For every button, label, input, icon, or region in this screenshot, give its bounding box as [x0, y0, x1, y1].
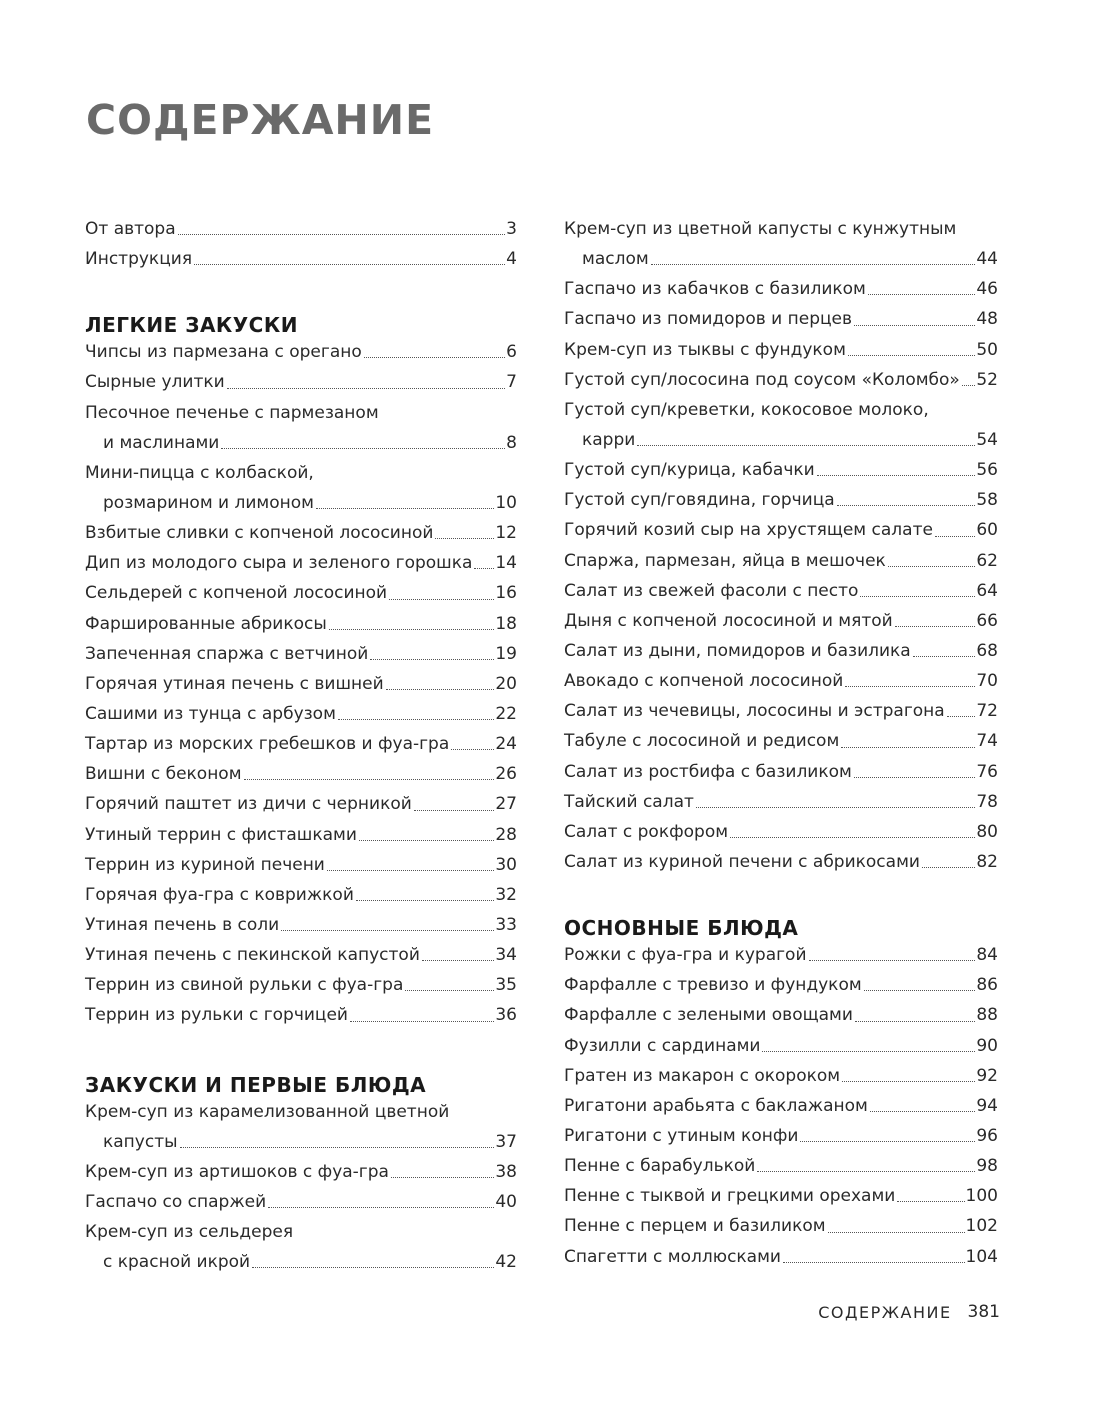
dot-leader: [359, 839, 494, 841]
toc-page-number: 36: [495, 1005, 517, 1026]
toc-entry[interactable]: [85, 488, 517, 518]
toc-entry-title: Горячая фуа-гра с коврижкой: [85, 884, 354, 905]
dot-leader: [837, 504, 976, 506]
toc-page-number: 100: [965, 1186, 998, 1207]
toc-page-number: 8: [506, 432, 517, 453]
toc-entry-title: Инструкция: [85, 249, 193, 270]
toc-entry-title: Ригатони с утиным конфи: [564, 1126, 799, 1146]
toc-page-number: 66: [976, 610, 998, 631]
toc-entry[interactable]: [85, 789, 517, 819]
toc-page-number: 34: [495, 945, 517, 966]
page-number: 381: [967, 1302, 1000, 1322]
toc-entry-title: Дыня с копченой лососиной и мятой: [564, 610, 893, 631]
toc-entry[interactable]: [564, 726, 998, 756]
toc-entry[interactable]: [85, 729, 517, 759]
toc-page-number: 60: [976, 520, 998, 541]
toc-page-number: 76: [976, 761, 998, 782]
dot-leader: [221, 447, 505, 449]
toc-entry-title: Сельдерей с копченой лососиной: [85, 583, 388, 604]
dot-leader: [451, 748, 494, 750]
toc-page-number: 12: [495, 523, 517, 544]
toc-entry[interactable]: [85, 578, 517, 608]
toc-entry[interactable]: [564, 425, 998, 455]
dot-leader: [947, 715, 976, 717]
section-heading: ЛЕГКИЕ ЗАКУСКИ: [85, 313, 298, 338]
toc-page-number: 37: [495, 1131, 517, 1152]
toc-entry[interactable]: [85, 458, 517, 488]
dot-leader: [913, 655, 976, 657]
toc-page-number: 20: [495, 673, 517, 694]
dot-leader: [474, 567, 494, 569]
toc-entry[interactable]: [564, 244, 998, 274]
toc-page-number: 6: [506, 342, 517, 363]
dot-leader: [386, 688, 495, 690]
toc-entry-title: Густой суп/лососина под соусом «Коломбо»: [564, 369, 960, 390]
dot-leader: [817, 474, 976, 476]
dot-leader: [854, 776, 976, 778]
dot-leader: [809, 959, 976, 961]
toc-page-number: 38: [495, 1161, 517, 1182]
toc-entry-title: Спагетти с моллюсками: [564, 1246, 781, 1267]
toc-entry-title: Гаспачо из помидоров и перцев: [564, 309, 853, 330]
toc-entry-title: Вишни с беконом: [85, 764, 242, 785]
toc-page-number: 18: [495, 613, 517, 634]
toc-page-number: 80: [976, 821, 998, 842]
dot-leader: [783, 1261, 965, 1263]
toc-entry[interactable]: [85, 820, 517, 850]
toc-entry[interactable]: [564, 485, 998, 515]
dot-leader: [356, 899, 494, 901]
page-footer: [818, 1302, 1000, 1322]
toc-page-number: 62: [976, 550, 998, 571]
toc-page-number: 84: [976, 945, 998, 966]
dot-leader: [841, 746, 975, 748]
dot-leader: [848, 354, 975, 356]
toc-entry[interactable]: [564, 1211, 998, 1241]
toc-entry[interactable]: [564, 606, 998, 636]
toc-entry-title: Пенне с барабулькой: [564, 1156, 756, 1177]
toc-entry-title: Чипсы из пармезана с орегано: [85, 342, 362, 363]
dot-leader: [895, 625, 976, 627]
toc-entry[interactable]: [564, 304, 998, 334]
toc-entry[interactable]: [564, 847, 998, 877]
toc-entry-title: Салат из дыни, помидоров и базилика: [564, 641, 911, 662]
toc-entry-title: Крем-суп из тыквы с фундуком: [564, 339, 846, 360]
toc-entry[interactable]: [564, 817, 998, 847]
dot-leader: [435, 537, 494, 539]
dot-leader: [651, 263, 976, 265]
toc-entry[interactable]: [85, 548, 517, 578]
dot-leader: [405, 989, 494, 991]
toc-page-number: 22: [495, 704, 517, 725]
toc-entry-title: Запеченная спаржа с ветчиной: [85, 643, 369, 664]
toc-page-number: 94: [976, 1095, 998, 1116]
dot-leader: [338, 718, 494, 720]
toc-page-number: 24: [495, 734, 517, 755]
dot-leader: [637, 444, 975, 446]
toc-page-number: 27: [495, 794, 517, 815]
toc-page-number: 98: [976, 1156, 998, 1177]
toc-entry[interactable]: [564, 666, 998, 696]
toc-entry-title: Тайский салат: [564, 791, 694, 812]
dot-leader: [762, 1050, 975, 1052]
toc-entry[interactable]: [85, 214, 517, 244]
toc-entry[interactable]: [85, 970, 517, 1000]
toc-page-number: 92: [976, 1065, 998, 1086]
toc-entry-title: Фарфалле с зелеными овощами: [564, 1005, 853, 1026]
toc-page-number: 44: [976, 249, 998, 270]
toc-entry[interactable]: [85, 1157, 517, 1187]
toc-entry[interactable]: [85, 1127, 517, 1157]
toc-entry-title: розмарином и лимоном: [103, 493, 314, 514]
dot-leader: [350, 1020, 494, 1022]
section-heading: ОСНОВНЫЕ БЛЮДА: [564, 916, 799, 941]
dot-leader: [252, 1266, 494, 1268]
dot-leader: [888, 565, 976, 567]
toc-entry[interactable]: [564, 1242, 998, 1272]
toc-page-number: 86: [976, 975, 998, 996]
dot-leader: [845, 685, 975, 687]
toc-entry-title: Гаспачо из кабачков с базиликом: [564, 279, 866, 300]
section-heading: ЗАКУСКИ И ПЕРВЫЕ БЛЮДА: [85, 1072, 427, 1097]
toc-page-number: 64: [976, 580, 998, 601]
toc-entry-title: Густой суп/креветки, кокосовое молоко,: [564, 399, 929, 420]
toc-entry-title: Тартар из морских гребешков и фуа-гра: [85, 734, 450, 755]
toc-page-number: 46: [976, 279, 998, 300]
toc-page-number: 33: [495, 915, 517, 936]
toc-entry-title: Фаршированные абрикосы: [85, 613, 327, 634]
toc-page-number: 104: [965, 1246, 998, 1267]
dot-leader: [327, 869, 495, 871]
toc-entry[interactable]: [85, 244, 517, 274]
dot-leader: [194, 263, 505, 265]
toc-page-number: 74: [976, 731, 998, 752]
toc-entry[interactable]: [85, 699, 517, 729]
toc-entry-title: Крем-суп из карамелизованной цветной: [85, 1101, 450, 1122]
toc-page-number: 32: [495, 884, 517, 905]
toc-entry[interactable]: [85, 1000, 517, 1030]
toc-entry[interactable]: [85, 880, 517, 910]
toc-entry-title: Рожки с фуа-гра и курагой: [564, 945, 807, 966]
toc-entry-title: Горячий паштет из дичи с черникой: [85, 794, 412, 815]
toc-entry-title: Утиная печень с пекинской капустой: [85, 945, 420, 966]
dot-leader: [422, 959, 494, 961]
toc-page-number: 70: [976, 671, 998, 692]
dot-leader: [868, 293, 975, 295]
dot-leader: [864, 989, 976, 991]
toc-entry-title: карри: [582, 430, 636, 451]
toc-entry[interactable]: [564, 274, 998, 304]
toc-page-number: 42: [495, 1252, 517, 1273]
toc-entry[interactable]: [564, 1091, 998, 1121]
toc-entry-title: Салат из ростбифа с базиликом: [564, 761, 852, 782]
toc-page-number: 96: [976, 1126, 998, 1146]
toc-entry[interactable]: [564, 214, 998, 244]
dot-leader: [935, 535, 975, 537]
toc-entry[interactable]: [85, 428, 517, 458]
toc-page-number: 88: [976, 1005, 998, 1026]
toc-entry[interactable]: [85, 1097, 517, 1127]
dot-leader: [414, 809, 495, 811]
toc-page-number: 68: [976, 641, 998, 662]
toc-right-column: [564, 214, 998, 1272]
toc-entry[interactable]: [85, 639, 517, 669]
toc-page-number: 56: [976, 460, 998, 481]
toc-entry-title: капусты: [103, 1131, 178, 1152]
dot-leader: [800, 1140, 975, 1142]
toc-entry-title: Сашими из тунца с арбузом: [85, 704, 336, 725]
toc-entry-title: Ригатони арабьята с баклажаном: [564, 1095, 868, 1116]
toc-entry[interactable]: [564, 335, 998, 365]
dot-leader: [860, 595, 975, 597]
dot-leader: [178, 233, 506, 235]
toc-entry[interactable]: [564, 576, 998, 606]
toc-entry[interactable]: [85, 669, 517, 699]
toc-entry[interactable]: [564, 1151, 998, 1181]
toc-entry-title: Пенне с перцем и базиликом: [564, 1216, 826, 1237]
toc-entry[interactable]: [85, 850, 517, 880]
toc-entry-title: с красной икрой: [103, 1252, 251, 1273]
toc-entry-title: Салат из свежей фасоли с песто: [564, 580, 859, 601]
toc-entry-title: Дип из молодого сыра и зеленого горошка: [85, 553, 473, 574]
dot-leader: [391, 1176, 494, 1178]
toc-entry-title: Взбитые сливки с копченой лососиной: [85, 523, 434, 544]
toc-page-number: 52: [976, 369, 998, 390]
toc-entry-title: Гаспачо со спаржей: [85, 1192, 267, 1212]
toc-entry-title: Фузилли с сардинами: [564, 1035, 761, 1056]
toc-entry-title: Густой суп/говядина, горчица: [564, 490, 835, 511]
dot-leader: [364, 356, 505, 358]
toc-entry-title: Горячая утиная печень с вишней: [85, 673, 384, 694]
toc-entry-title: Фарфалле с тревизо и фундуком: [564, 975, 862, 996]
toc-entry-title: Салат с рокфором: [564, 821, 729, 842]
dot-leader: [854, 324, 975, 326]
toc-entry[interactable]: [564, 787, 998, 817]
dot-leader: [389, 598, 494, 600]
toc-entry[interactable]: [564, 757, 998, 787]
toc-page-number: 90: [976, 1035, 998, 1056]
dot-leader: [316, 507, 494, 509]
dot-leader: [730, 836, 975, 838]
dot-leader: [828, 1231, 965, 1233]
toc-entry[interactable]: [85, 337, 517, 367]
toc-page-number: 28: [495, 824, 517, 845]
dot-leader: [180, 1146, 495, 1148]
toc-entry-title: Салат из куриной печени с абрикосами: [564, 852, 920, 873]
toc-page-number: 72: [976, 701, 998, 722]
toc-entry-title: Мини-пицца с колбаской,: [85, 462, 314, 483]
toc-page-number: 10: [495, 493, 517, 514]
toc-page-number: 16: [495, 583, 517, 604]
dot-leader: [281, 929, 494, 931]
toc-entry[interactable]: [85, 1217, 517, 1247]
dot-leader: [870, 1110, 975, 1112]
dot-leader: [268, 1206, 494, 1208]
dot-leader: [227, 387, 505, 389]
toc-entry-title: Пенне с тыквой и грецкими орехами: [564, 1186, 896, 1207]
toc-entry[interactable]: [85, 518, 517, 548]
toc-entry[interactable]: [564, 395, 998, 425]
dot-leader: [244, 778, 495, 780]
toc-page-number: 40: [495, 1192, 517, 1212]
toc-entry-title: Утиный террин с фисташками: [85, 824, 357, 845]
toc-entry-title: Табуле с лососиной и редисом: [564, 731, 840, 752]
toc-entry-title: Сырные улитки: [85, 372, 225, 393]
toc-entry[interactable]: [85, 609, 517, 639]
toc-entry-title: Песочное печенье с пармезаном: [85, 402, 379, 423]
toc-entry[interactable]: [85, 940, 517, 970]
toc-entry-title: Гратен из макарон с окороком: [564, 1065, 841, 1086]
toc-entry[interactable]: [564, 940, 998, 970]
toc-page-number: 82: [976, 852, 998, 873]
dot-leader: [370, 658, 494, 660]
toc-entry-title: и маслинами: [103, 432, 220, 453]
toc-page-number: 54: [976, 430, 998, 451]
toc-entry-title: Спаржа, пармезан, яйца в мешочек: [564, 550, 886, 571]
toc-entry-title: Террин из куриной печени: [85, 854, 325, 875]
toc-entry[interactable]: [564, 696, 998, 726]
toc-entry[interactable]: [564, 1181, 998, 1211]
toc-page-number: 58: [976, 490, 998, 511]
dot-leader: [962, 384, 976, 386]
dot-leader: [855, 1020, 975, 1022]
toc-page-number: 50: [976, 339, 998, 360]
toc-entry[interactable]: [85, 398, 517, 428]
toc-entry[interactable]: [85, 367, 517, 397]
toc-page-number: 3: [506, 219, 517, 240]
toc-entry-title: Авокадо с копченой лососиной: [564, 671, 844, 692]
toc-page-number: 14: [495, 553, 517, 574]
toc-entry[interactable]: [564, 1000, 998, 1030]
toc-entry-title: Салат из чечевицы, лососины и эстрагона: [564, 701, 945, 722]
toc-entry[interactable]: [564, 546, 998, 576]
toc-entry[interactable]: [564, 1031, 998, 1061]
page-title: СОДЕРЖАНИЕ: [86, 96, 435, 144]
toc-entry-title: Крем-суп из сельдерея: [85, 1222, 294, 1243]
toc-entry-title: маслом: [582, 249, 649, 270]
toc-entry[interactable]: [85, 759, 517, 789]
toc-entry-title: Горячий козий сыр на хрустящем салате: [564, 520, 933, 541]
dot-leader: [842, 1080, 975, 1082]
toc-page-number: 48: [976, 309, 998, 330]
toc-entry[interactable]: [85, 910, 517, 940]
toc-page-number: 78: [976, 791, 998, 812]
dot-leader: [897, 1200, 964, 1202]
dot-leader: [757, 1170, 975, 1172]
toc-entry-title: Утиная печень в соли: [85, 915, 280, 936]
toc-left-column: [85, 214, 517, 1277]
toc-page-number: 26: [495, 764, 517, 785]
toc-entry[interactable]: [564, 455, 998, 485]
toc-entry[interactable]: [85, 1187, 517, 1217]
running-footer-label: СОДЕРЖАНИЕ: [818, 1302, 952, 1322]
toc-entry[interactable]: [564, 970, 998, 1000]
toc-page-number: 35: [495, 975, 517, 996]
toc-page-number: 19: [495, 643, 517, 664]
toc-entry[interactable]: [564, 365, 998, 395]
toc-entry-title: Густой суп/курица, кабачки: [564, 460, 815, 481]
toc-page-number: 30: [495, 854, 517, 875]
toc-entry[interactable]: [564, 1061, 998, 1091]
toc-page-number: 4: [506, 249, 517, 270]
toc-entry[interactable]: [85, 1247, 517, 1277]
toc-entry[interactable]: [564, 636, 998, 666]
dot-leader: [329, 628, 495, 630]
toc-entry-title: От автора: [85, 219, 176, 240]
dot-leader: [696, 806, 975, 808]
toc-page-number: 7: [506, 372, 517, 393]
toc-page-number: 102: [965, 1216, 998, 1237]
toc-entry[interactable]: [564, 1121, 998, 1151]
dot-leader: [922, 866, 975, 868]
toc-entry-title: Террин из свиной рульки с фуа-гра: [85, 975, 404, 996]
toc-entry-title: Крем-суп из артишоков с фуа-гра: [85, 1161, 389, 1182]
toc-entry[interactable]: [564, 515, 998, 545]
toc-entry-title: Террин из рульки с горчицей: [85, 1005, 348, 1026]
toc-entry-title: Крем-суп из цветной капусты с кунжутным: [564, 219, 957, 240]
